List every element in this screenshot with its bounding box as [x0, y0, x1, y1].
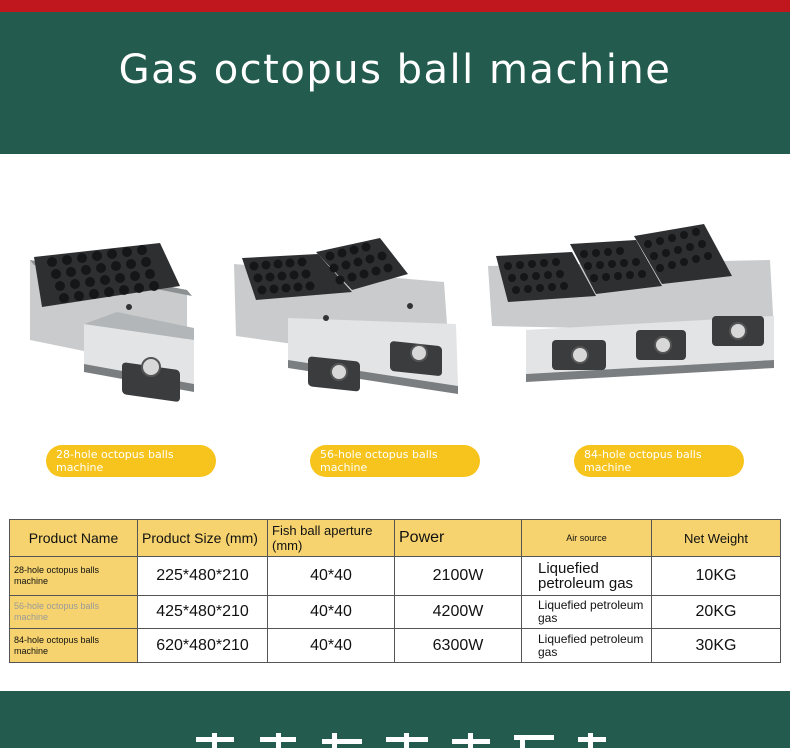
product-label-84-hole: 84-hole octopus balls machine	[574, 445, 744, 477]
row-product-size: 620*480*210	[138, 629, 268, 663]
product-label-56-hole: 56-hole octopus balls machine	[310, 445, 480, 477]
table-row	[10, 629, 781, 663]
bottom-banner	[0, 691, 790, 748]
header-banner	[0, 12, 790, 154]
row-aperture: 40*40	[268, 629, 395, 663]
row-net-weight: 30KG	[652, 629, 781, 663]
product-label-28-hole: 28-hole octopus balls machine	[46, 445, 216, 477]
col-header-net-weight: Net Weight	[652, 520, 781, 557]
row-net-weight: 20KG	[652, 595, 781, 629]
row-power: 2100W	[395, 557, 522, 596]
table-header-row	[10, 520, 781, 557]
page-title: Gas octopus ball machine	[118, 46, 672, 93]
top-accent-bar	[0, 0, 790, 12]
row-power: 6300W	[395, 629, 522, 663]
row-aperture: 40*40	[268, 595, 395, 629]
row-product-size: 225*480*210	[138, 557, 268, 596]
row-product-name: 84-hole octopus balls machine	[10, 629, 138, 663]
col-header-product-name: Product Name	[10, 520, 138, 557]
cropped-heading-glyphs	[190, 733, 610, 748]
col-header-air-source: Air source	[522, 520, 652, 557]
row-product-name: 56-hole octopus balls machine	[10, 595, 138, 629]
row-aperture: 40*40	[268, 557, 395, 596]
row-product-size: 425*480*210	[138, 595, 268, 629]
col-header-product-size: Product Size (mm)	[138, 520, 268, 557]
row-air-source: Liquefied petroleum gas	[522, 595, 652, 629]
row-air-source: Liquefied petroleum gas	[522, 557, 652, 596]
row-net-weight: 10KG	[652, 557, 781, 596]
col-header-aperture: Fish ball aperture (mm)	[268, 520, 395, 557]
row-air-source: Liquefied petroleum gas	[522, 629, 652, 663]
table-row	[10, 557, 781, 596]
spec-table	[9, 519, 781, 663]
machine-56-hole-image	[230, 236, 462, 408]
machine-28-hole-image	[22, 232, 202, 410]
machine-84-hole-image	[486, 222, 778, 400]
row-product-name: 28-hole octopus balls machine	[10, 557, 138, 596]
table-row	[10, 595, 781, 629]
row-power: 4200W	[395, 595, 522, 629]
col-header-power: Power	[395, 520, 522, 557]
